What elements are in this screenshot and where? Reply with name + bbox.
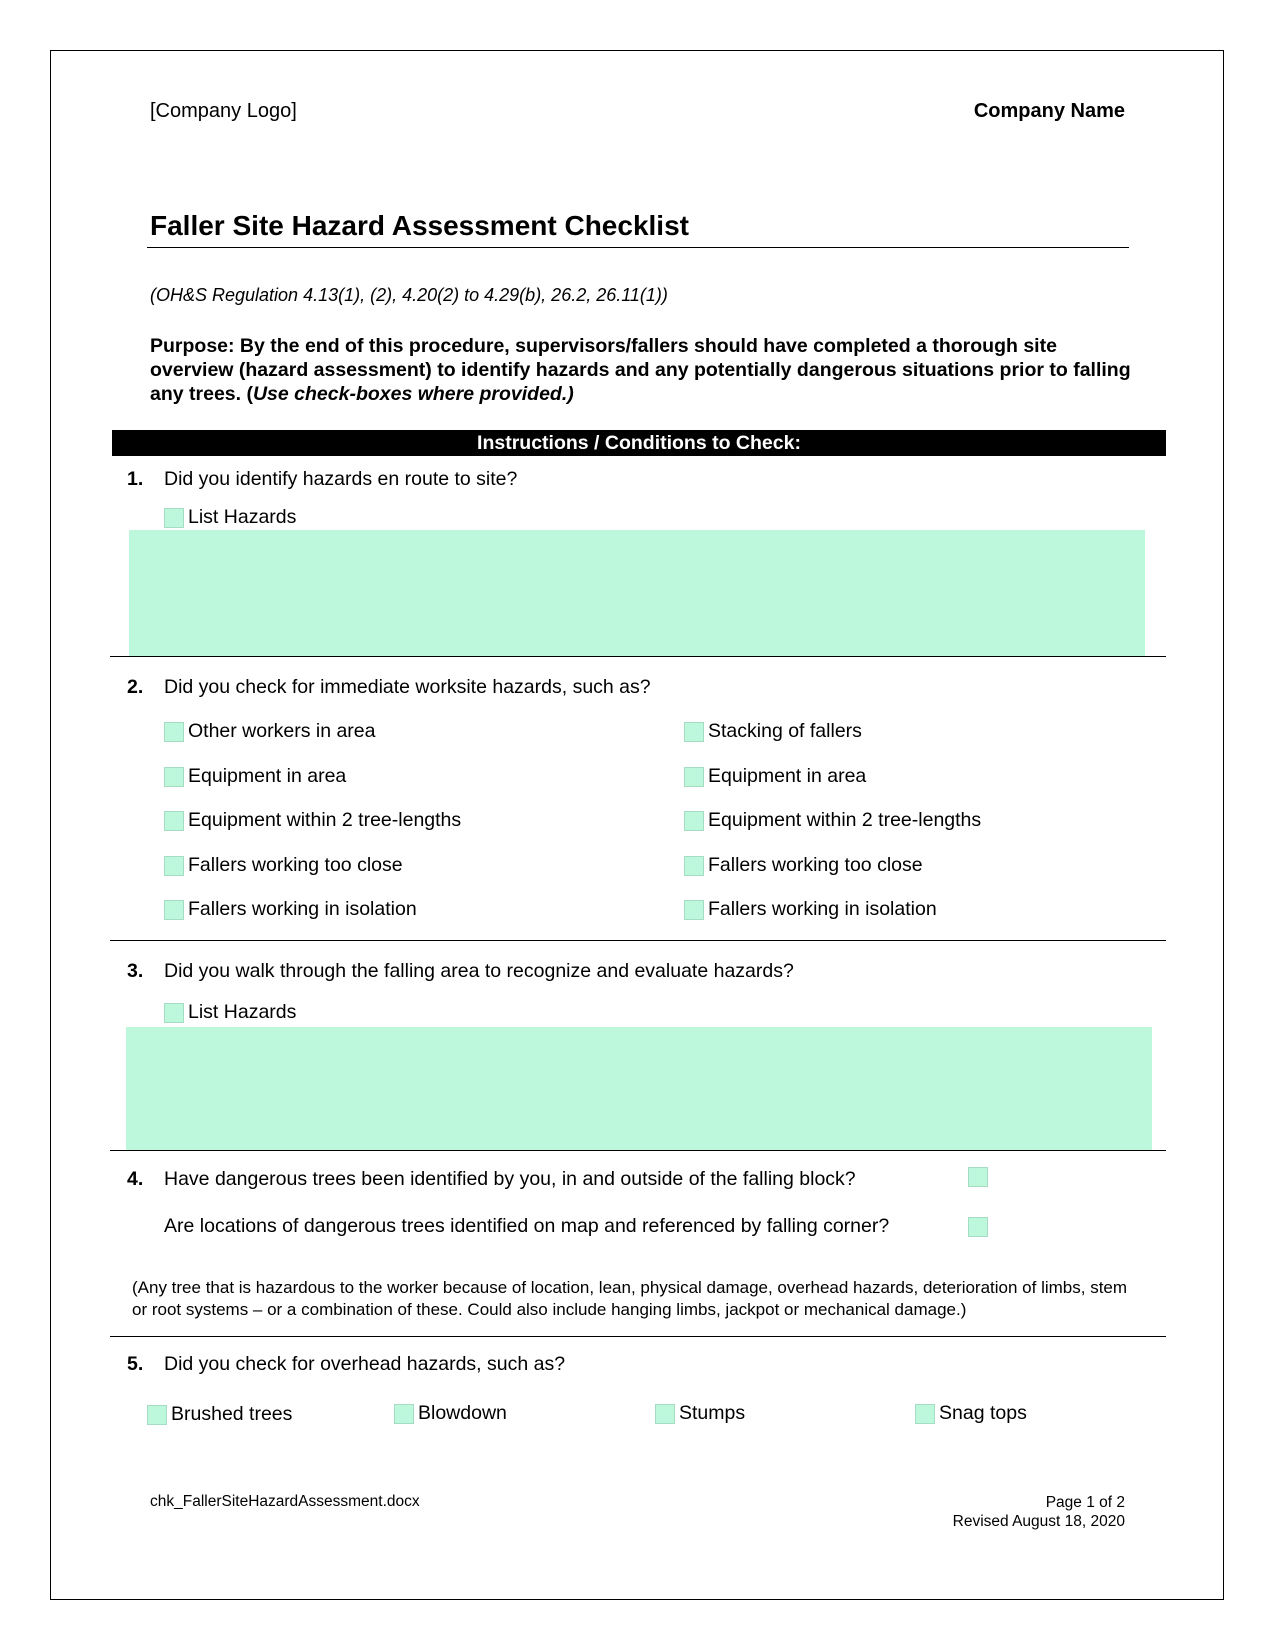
q2-left-checkbox[interactable]: [164, 767, 184, 787]
q5-item: [394, 1402, 507, 1425]
q2-left-item: [164, 898, 417, 921]
q2-right-checkbox[interactable]: [684, 811, 704, 831]
q3-hazards-text-area[interactable]: [126, 1027, 1152, 1150]
q5-checkbox[interactable]: [655, 1404, 675, 1424]
q1-text: Did you identify hazards en route to site?: [164, 468, 518, 490]
company-name: Company Name: [973, 100, 1125, 122]
divider: [110, 1150, 1166, 1151]
q5-label: Snag tops: [939, 1402, 1027, 1424]
footer-page-info: [953, 1493, 1125, 1531]
instructions-header-bar: Instructions / Conditions to Check:: [112, 430, 1166, 456]
q2-text: Did you check for immediate worksite hazards, such as?: [164, 676, 651, 698]
purpose-statement: [150, 334, 1140, 406]
divider: [110, 940, 1166, 941]
q4-checkbox[interactable]: [968, 1167, 988, 1187]
q2-left-checkbox[interactable]: [164, 856, 184, 876]
q2-left-label: Equipment in area: [188, 765, 347, 787]
q3-list-hazards-checkbox[interactable]: [164, 1003, 184, 1023]
q3-number: 3.: [127, 960, 144, 982]
q1-list-hazards-checkbox[interactable]: [164, 508, 184, 528]
q2-right-label: Equipment within 2 tree-lengths: [708, 809, 982, 831]
q5-checkbox[interactable]: [147, 1405, 167, 1425]
divider: [110, 1336, 1166, 1337]
q1-hazards-text-area[interactable]: [129, 530, 1145, 656]
q2-right-checkbox[interactable]: [684, 722, 704, 742]
q5-label: Stumps: [679, 1402, 746, 1424]
q2-right-label: Stacking of fallers: [708, 720, 862, 742]
q2-left-item: [164, 720, 376, 743]
purpose-text: Purpose: By the end of this procedure, supervisors/fallers should have completed a thorough site overview (hazard assessment) to identify hazards and any potentially dangerous situations prior to falling any trees. (: [150, 335, 1131, 405]
q5-label: Blowdown: [418, 1402, 507, 1424]
q2-right-label: Fallers working in isolation: [708, 898, 937, 920]
purpose-italic-text: Use check-boxes where provided.): [252, 383, 574, 405]
q2-left-item: [164, 809, 461, 832]
q5-label: Brushed trees: [171, 1403, 293, 1425]
q5-item: [655, 1402, 745, 1425]
q2-right-checkbox[interactable]: [684, 900, 704, 920]
q2-right-label: Equipment in area: [708, 765, 867, 787]
q2-left-item: [164, 854, 403, 877]
q2-right-item: [684, 809, 981, 832]
q3-list-hazards-item: [164, 1001, 296, 1024]
regulation-reference: (OH&S Regulation 4.13(1), (2), 4.20(2) to 4.29(b), 26.2, 26.11(1)): [150, 285, 668, 305]
q2-left-checkbox[interactable]: [164, 811, 184, 831]
q5-item: [915, 1402, 1027, 1425]
q2-right-item: [684, 854, 923, 877]
q2-left-checkbox[interactable]: [164, 722, 184, 742]
q2-left-item: [164, 765, 346, 788]
q2-left-label: Fallers working too close: [188, 854, 403, 876]
q5-checkbox[interactable]: [394, 1404, 414, 1424]
q2-left-label: Other workers in area: [188, 720, 376, 742]
q2-right-item: [684, 765, 866, 788]
company-logo-placeholder: [Company Logo]: [150, 100, 297, 122]
q5-item: [147, 1403, 292, 1426]
q2-right-checkbox[interactable]: [684, 767, 704, 787]
q1-list-hazards-label: List Hazards: [188, 506, 297, 528]
q3-list-hazards-label: List Hazards: [188, 1001, 297, 1023]
title-underline: [147, 247, 1129, 248]
q5-text: Did you check for overhead hazards, such as?: [164, 1353, 566, 1375]
q2-left-checkbox[interactable]: [164, 900, 184, 920]
footer-page-number: Page 1 of 2: [1045, 1494, 1125, 1511]
footer-filename: chk_FallerSiteHazardAssessment.docx: [150, 1493, 420, 1510]
q3-text: Did you walk through the falling area to recognize and evaluate hazards?: [164, 960, 794, 982]
footer-revised-date: Revised August 18, 2020: [952, 1513, 1125, 1530]
q4-map-checkbox[interactable]: [968, 1217, 988, 1237]
q2-left-label: Equipment within 2 tree-lengths: [188, 809, 462, 831]
page-title: Faller Site Hazard Assessment Checklist: [150, 210, 689, 241]
q2-left-label: Fallers working in isolation: [188, 898, 417, 920]
q1-list-hazards-item: [164, 506, 296, 529]
q2-right-checkbox[interactable]: [684, 856, 704, 876]
q2-right-item: [684, 898, 937, 921]
q5-checkbox[interactable]: [915, 1404, 935, 1424]
divider: [110, 656, 1166, 657]
q2-right-label: Fallers working too close: [708, 854, 923, 876]
q4-number: 4.: [127, 1168, 144, 1190]
q5-number: 5.: [127, 1353, 144, 1375]
q4-note: (Any tree that is hazardous to the worker because of location, lean, physical damage, overhead hazards, deterioration of limbs, stem or root systems – or a combination of these. Could also include hanging limbs, jackpot or mechanical damage.): [132, 1278, 1128, 1319]
q2-number: 2.: [127, 676, 144, 698]
q1-number: 1.: [127, 468, 144, 490]
q4-text: Have dangerous trees been identified by you, in and outside of the falling block?: [164, 1168, 856, 1190]
q4-subtext: Are locations of dangerous trees identified on map and referenced by falling corner?: [164, 1215, 890, 1237]
q2-right-item: [684, 720, 862, 743]
